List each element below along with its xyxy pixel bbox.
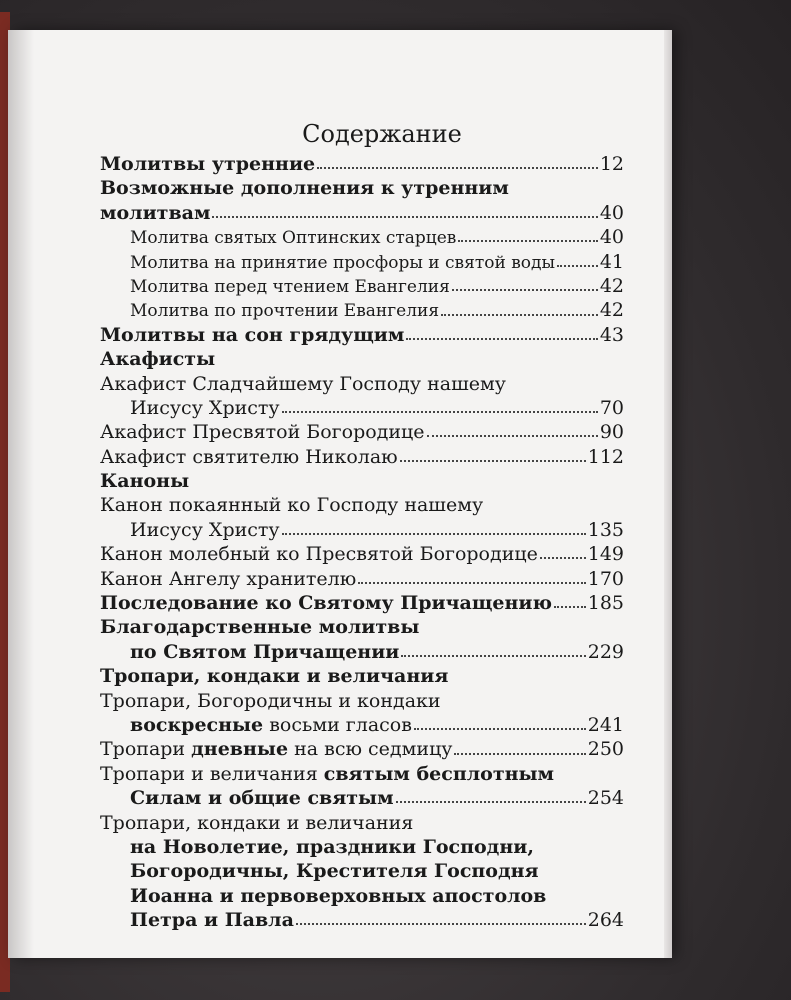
- toc-entry: [100, 225, 624, 249]
- toc-entry-label: Тропари, кондаки и величания: [100, 811, 414, 834]
- toc-entry-label: Благодарственные молитвы: [100, 616, 420, 639]
- toc-entry: [100, 518, 624, 542]
- toc-entry: [100, 250, 624, 274]
- toc-entry-page: 40: [599, 226, 624, 249]
- toc-entry: [100, 469, 624, 493]
- dot-leader: [400, 460, 586, 462]
- toc-entry-label: Последование ко Святому Причащению: [100, 592, 552, 615]
- toc-entry-label: Тропари, кондаки и величания: [100, 665, 449, 688]
- dot-leader: [414, 728, 586, 730]
- toc-entry: [100, 372, 624, 396]
- dot-leader: [406, 338, 597, 340]
- toc-entry-page: 241: [587, 713, 624, 736]
- toc-entry: [100, 396, 624, 420]
- toc-entry: [100, 274, 624, 298]
- toc-entry: [100, 859, 624, 883]
- toc-entry-label: Петра и Павла: [130, 909, 294, 932]
- toc-entry-label: Иисусу Христу: [130, 396, 280, 419]
- dot-leader: [358, 582, 585, 584]
- dot-leader: [212, 216, 597, 218]
- dot-leader: [557, 265, 598, 267]
- toc-entry: [100, 493, 624, 517]
- toc-entry: [100, 420, 624, 444]
- toc-entry: [100, 152, 624, 176]
- toc-list: [100, 152, 624, 933]
- toc-entry-page: 254: [587, 787, 624, 810]
- toc-entry-page: 70: [599, 396, 624, 419]
- toc-entry-label: Молитвы утренние: [100, 153, 316, 175]
- toc-entry-label: молитвам: [100, 201, 211, 224]
- toc-entry: [100, 762, 624, 786]
- toc-entry-label: Акафист святителю Николаю: [100, 445, 398, 468]
- toc-entry-label: Молитва перед чтением Евангелия: [130, 276, 450, 297]
- toc-entry-page: 112: [587, 445, 624, 468]
- dot-leader: [454, 753, 585, 755]
- toc-entry: [100, 347, 624, 371]
- toc-entry: [100, 176, 624, 200]
- toc-entry: [100, 591, 624, 615]
- toc-entry-page: 250: [587, 738, 624, 761]
- toc-entry-page: 43: [599, 323, 624, 346]
- toc-entry-label: Акафист Пресвятой Богородице: [100, 421, 425, 444]
- toc-entry-label: на Новолетие, праздники Господни,: [130, 835, 534, 858]
- table-of-contents: [100, 116, 624, 933]
- toc-entry: [100, 201, 624, 225]
- toc-entry-label: Канон Ангелу хранителю: [100, 567, 357, 590]
- toc-entry: [100, 908, 624, 932]
- toc-entry-page: 40: [599, 201, 624, 224]
- toc-entry-page: 42: [599, 274, 624, 297]
- toc-entry-label: Тропари и величания святым бесплотным: [100, 762, 555, 785]
- toc-entry-page: 42: [599, 299, 624, 322]
- toc-entry-label: Иисусу Христу: [130, 518, 280, 541]
- dot-leader: [317, 167, 598, 169]
- toc-entry-label: по Святом Причащении: [130, 640, 400, 663]
- dot-leader: [396, 801, 586, 803]
- toc-entry-page: 135: [587, 518, 624, 541]
- dot-leader: [401, 655, 585, 657]
- dot-leader: [296, 923, 586, 925]
- toc-entry-label: Акафист Сладчайшему Господу нашему: [100, 372, 506, 395]
- dot-leader: [427, 435, 598, 437]
- toc-entry-label: Каноны: [100, 470, 190, 493]
- toc-entry-label: Тропари дневные на всю седмицу: [100, 738, 453, 761]
- toc-entry: [100, 713, 624, 737]
- toc-entry-label: Тропари, Богородичны и кондаки: [100, 689, 441, 712]
- toc-entry: [100, 737, 624, 761]
- toc-entry-page: 149: [587, 543, 624, 566]
- toc-entry: [100, 786, 624, 810]
- toc-entry-page: 90: [599, 421, 624, 444]
- toc-entry: [100, 640, 624, 664]
- toc-entry-label: Возможные дополнения к утренним: [100, 177, 509, 200]
- toc-entry-label: Молитва святых Оптинских старцев: [130, 228, 457, 249]
- toc-entry-label: Канон молебный ко Пресвятой Богородице: [100, 543, 538, 566]
- toc-entry-label: Богородичны, Крестителя Господня: [130, 860, 539, 883]
- toc-entry: [100, 323, 624, 347]
- toc-entry-label: Молитвы на сон грядущим: [100, 323, 405, 346]
- toc-entry: [100, 615, 624, 639]
- toc-entry-label: Иоанна и первоверховных апостолов: [130, 884, 547, 907]
- toc-entry: [100, 835, 624, 859]
- toc-entry-page: 12: [599, 153, 624, 175]
- toc-entry-page: 229: [587, 640, 624, 663]
- toc-entry: [100, 542, 624, 566]
- spine-shadow: [8, 30, 34, 958]
- dot-leader: [458, 240, 597, 242]
- toc-entry-label: Молитва на принятие просфоры и святой воды: [130, 252, 556, 273]
- dot-leader: [452, 289, 598, 291]
- toc-entry: [100, 884, 624, 908]
- toc-entry: [100, 811, 624, 835]
- toc-entry: [100, 445, 624, 469]
- toc-entry-label: Силам и общие святым: [130, 787, 394, 810]
- toc-title: Содержание: [302, 120, 462, 148]
- toc-entry-page: 170: [587, 567, 624, 590]
- dot-leader: [282, 533, 586, 535]
- dot-leader: [540, 557, 586, 559]
- toc-entry-page: 264: [587, 909, 624, 932]
- toc-entry: [100, 689, 624, 713]
- toc-entry: [100, 298, 624, 322]
- dot-leader: [441, 314, 598, 316]
- toc-entry-label: Молитва по прочтении Евангелия: [130, 301, 440, 322]
- toc-entry: [100, 664, 624, 688]
- toc-entry-page: 185: [587, 592, 624, 615]
- dot-leader: [282, 411, 598, 413]
- page-edge: [664, 30, 672, 958]
- dot-leader: [554, 606, 586, 608]
- toc-entry-label: воскресные восьми гласов: [130, 713, 412, 736]
- toc-entry-page: 41: [599, 250, 624, 273]
- toc-entry-label: Канон покаянный ко Господу нашему: [100, 494, 484, 517]
- toc-entry-label: Акафисты: [100, 348, 216, 371]
- toc-entry: [100, 567, 624, 591]
